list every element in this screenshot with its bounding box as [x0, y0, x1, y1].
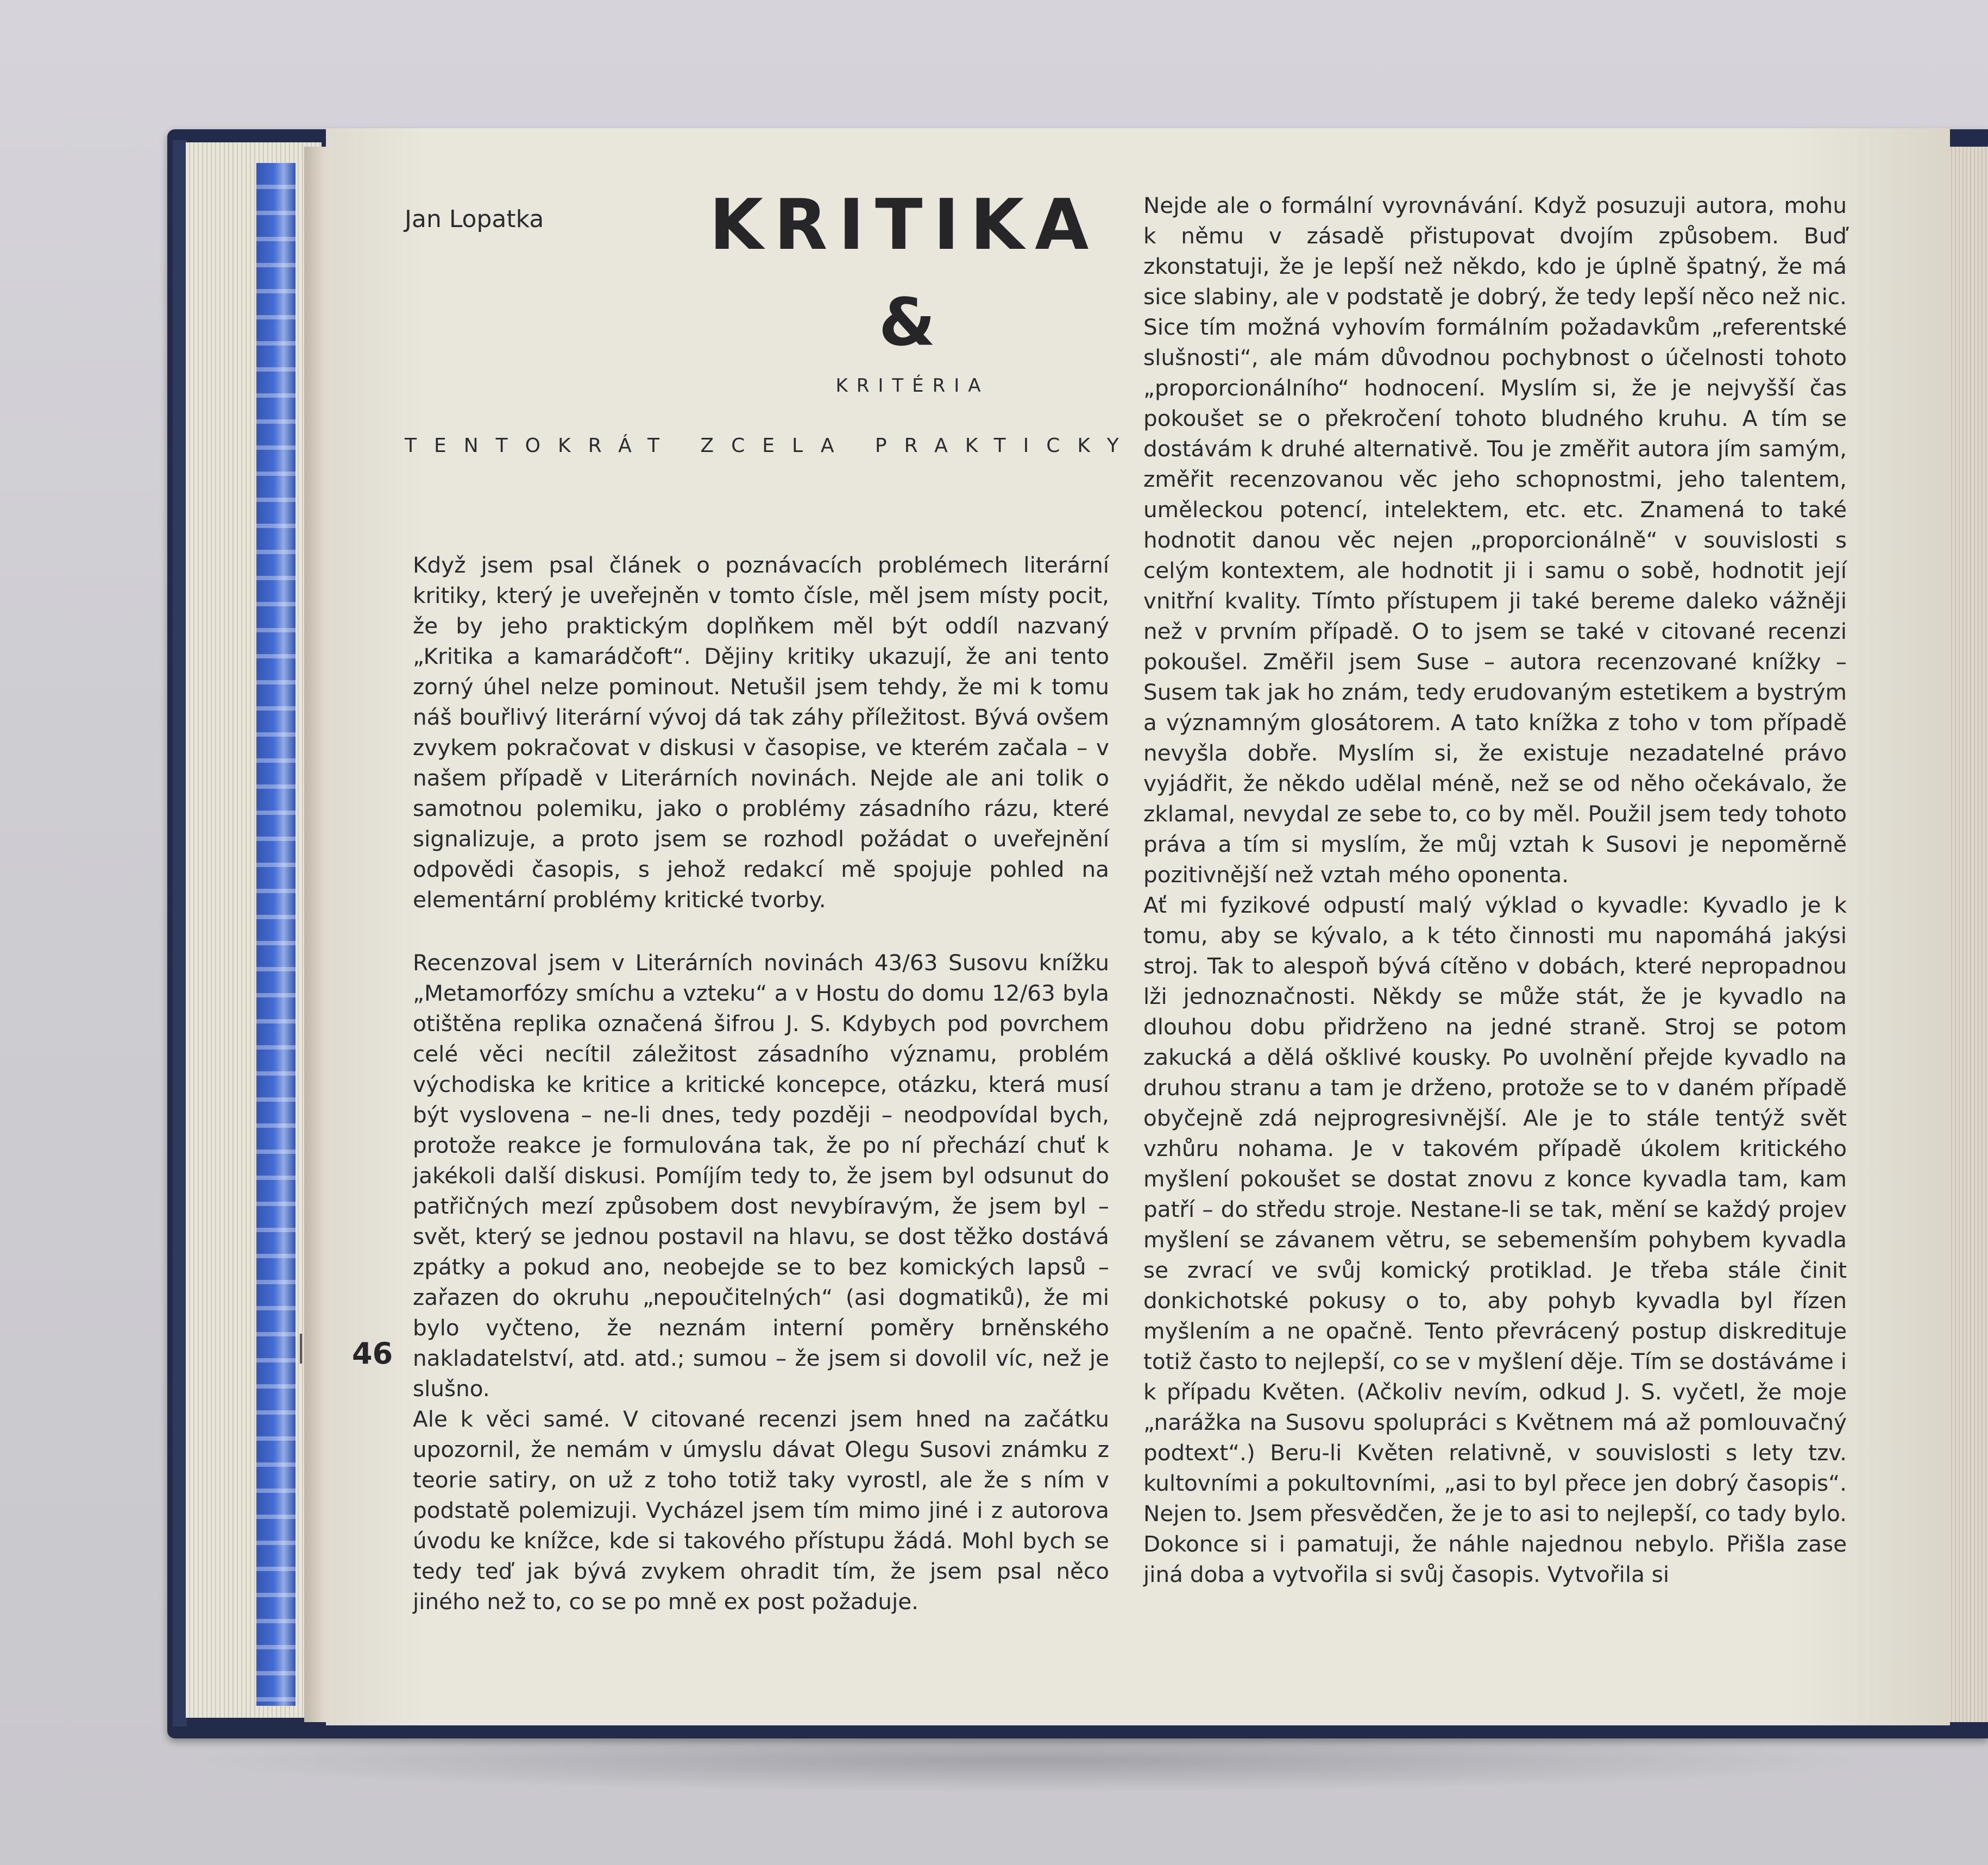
left-column — [413, 550, 1109, 1617]
page-number: 46 — [352, 1336, 393, 1371]
page-stack-left — [186, 142, 322, 1718]
margin-mark — [300, 1334, 302, 1364]
article-subtitle-word: KRITÉRIA — [835, 375, 990, 397]
cover-edge — [173, 140, 187, 1726]
blue-page-edge — [256, 163, 295, 1706]
title-ampersand: & — [878, 285, 936, 361]
author-name: Jan Lopatka — [405, 205, 544, 233]
paragraph: Recenzoval jsem v Literárních novinách 43/63 Susovu knížku „Metamorfózy smíchu a vzteku“ a v Hostu do domu 12/63 byla otištěna replika označená šifrou J. S. Kdybych pod povrchem celé věci necítil záležitost zásadního významu, problém východiska ke kritice a kritické koncepce, otázku, která musí být vyslovena – ne-li dnes, tedy později – neodpovídal bych, protože reakce je formulována tak, že po ní přechází chuť k jakékoli další diskusi. Pomíjím tedy to, že jsem byl odsunut do patřičných mezí způsobem dost nevybíravým, že jsem byl – svět, který se jednou postavil na hlavu, se dost těžko dostává zpátky a pokud ano, neobejde se to bez komických lapsů – zařazen do okruhu „nepoučitelných“ (asi dogmatiků), že mi bylo vyčteno, že neznám interní poměry brněnského nakladatelství, atd. atd.; sumou – že jsem si dovolil víc, než je slušno. — [413, 950, 1109, 1402]
right-column — [1143, 190, 1847, 1590]
paragraph: Ale k věci samé. V citované recenzi jsem hned na začátku upozornil, že nemám v úmyslu dávat Olegu Susovi známku z teorie satiry, on už z toho totiž taky vyrostl, ale že s ním v podstatě polemizuji. Vycházel jsem tím mimo jiné i z autorova úvodu ke knížce, kde si takového přístupu žádá. Mohl bych se tedy teď jak bývá zvykem ohradit tím, že jsem psal něco jiného než to, co se po mně ex post požaduje. — [413, 1406, 1109, 1615]
page-stack-right — [1945, 147, 1988, 1722]
paragraph: Když jsem psal článek o poznávacích problémech literární kritiky, který je uveřejněn v tomto čísle, měl jsem místy pocit, že by jeho praktickým doplňkem měl být oddíl nazvaný „Kritika a kamarádčoft“. Dějiny kritiky ukazují, že ani tento zorný úhel nelze pominout. Netušil jsem tehdy, že mi k tomu náš bouřlivý literární vývoj dá tak záhy příležitost. Bývá ovšem zvykem pokračovat v diskusi v časopise, ve kterém začala – v našem případě v Literárních novinách. Nejde ale ani tolik o samotnou polemiku, jako o problémy zásadního rázu, které signalizuje, a proto jsem se rozhodl požádat o uveřejnění odpovědi časopis, s jehož redakcí mě spojuje pohled na elementární problémy kritické tvorby. — [413, 552, 1109, 913]
paragraph: Nejde ale o formální vyrovnávání. Když posuzuji autora, mohu k němu v zásadě přistupovat dvojím způsobem. Buď zkonstatuji, že je lepší než někdo, kdo je úplně špatný, že má sice slabiny, ale v podstatě je dobrý, že tedy lepší něco než nic. Sice tím možná vyhovím formálním požadavkům „referentské slušnosti“, ale mám důvodnou pochybnost o účelnosti tohoto „proporcionálního“ hodnocení. Myslím si, že je nejvyšší čas pokoušet se o překročení tohoto bludného kruhu. A tím se dostávám k druhé alternativě. Tou je změřit autora jím samým, změřit recenzovanou věc jeho schopnostmi, jeho talentem, uměleckou potencí, intelektem, etc. etc. Znamená to také hodnotit danou věc nejen „proporcionálně“ v souvislosti s celým kontextem, ale hodnotit ji i samu o sobě, hodnotit její vnitřní kvality. Tímto přístupem ji také bereme daleko vážněji než v prvním případě. O to jsem se také v citované recenzi pokoušel. Změřil jsem Suse – autora recenzované knížky – Susem tak jak ho znám, tedy erudovaným estetikem a bystrým a významným glosátorem. A tato knížka z toho v tom případě nevyšla dobře. Myslím si, že existuje nezadatelné právo vyjádřit, že někdo udělal méně, než se od něho očekávalo, že zklamal, nevydal ze sebe to, co by měl. Použil jsem tedy tohoto práva a tím si myslím, že můj vztah k Susovi je nepoměrně pozitivnější než vztah mého oponenta. — [1143, 192, 1847, 888]
paragraph: Ať mi fyzikové odpustí malý výklad o kyvadle: Kyvadlo je k tomu, aby se kývalo, a k této činnosti mu napomáhá jakýsi stroj. Tak to alespoň bývá cítěno v dobách, které nepropadnou lži jednoznačnosti. Někdy se může stát, že je kyvadlo na dlouhou dobu přidrženo na jedné straně. Stroj se potom zakucká a dělá ošklivé kousky. Po uvolnění přejde kyvadlo na druhou stranu a tam je drženo, protože se to v daném případě obyčejně zdá nejprogresivnější. Ale je to stále tentýž svět vzhůru nohama. Je v takovém případě úkolem kritického myšlení pokoušet se dostat znovu z konce kyvadla tam, kam patří – do středu stroje. Nestane-li se tak, mění se každý projev myšlení se závanem větru, se sebemenším pohybem kyvadla se zvrací ve svůj komický protiklad. Je třeba stále činit donkichotské pokusy o to, aby pohyb kyvadla byl řízen myšlením a ne opačně. Tento převrácený postup diskredituje totiž často to nejlepší, co se v myšlení děje. Tím se dostáváme i k případu Květen. (Ačkoliv nevím, odkud J. S. vyčetl, že moje „narážka na Susovu spolupráci s Květnem má až pomlouvačný podtext“.) Beru-li Květen relativně, v souvislosti s lety tzv. kultovními a pokultovními, „asi to byl přece jen dobrý časopis“. Nejen to. Jsem přesvědčen, že je to asi to nejlepší, co tady bylo. Dokonce si i pamatuji, že náhle najednou nebylo. Přišla zase jiná doba a vytvořila si svůj časopis. Vytvořila si — [1143, 892, 1847, 1587]
article-subtitle-line: TENTOKRÁT ZCELA PRAKTICKY — [405, 435, 1136, 457]
article-title: KRITIKA — [709, 185, 1100, 266]
